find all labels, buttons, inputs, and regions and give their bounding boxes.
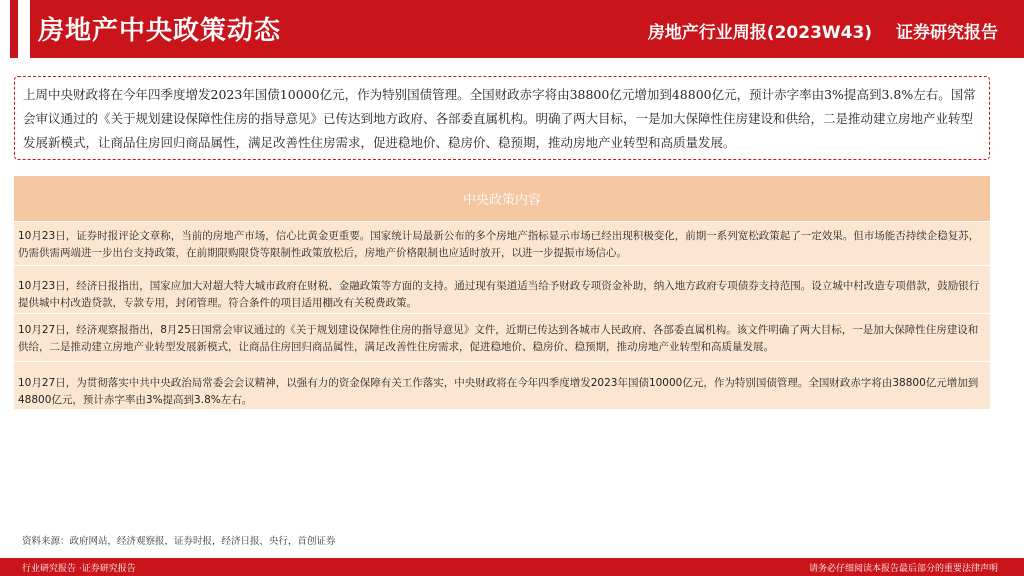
table-header: 中央政策内容	[14, 176, 990, 222]
table-row: 10月23日，证券时报评论文章称，当前的房地产市场，信心比黄金更重要。国家统计局最新公布的多个房地产指标显示市场已经出现积极变化，前期一系列宽松政策起了一定效果。但市场能否持续企稳复苏，仍需供需两端进一步出台支持政策，在前期限购限贷等限制性政策放松后，房地产价格限制也应适时放开，以进一步提振市场信心。	[14, 222, 990, 266]
header-logo-block	[0, 0, 30, 58]
footer-left-text: 行业研究报告 ·证券研究报告	[22, 564, 136, 574]
policy-table	[14, 176, 990, 410]
page-footer	[0, 558, 1024, 576]
header-stripe	[10, 0, 18, 58]
summary-text: 上周中央财政将在今年四季度增发2023年国债10000亿元，作为特别国债管理。全国财政赤字将由38800亿元增加到48800亿元，预计赤字率由3%提高到3.8%左右。国常会审议通过的《关于规划建设保障性住房的指导意见》已传达到地方政府、各部委直属机构。明确了两大目标，一是加大保障性住房建设和供给，二是推动建立房地产业转型发展新模式，让商品住房回归商品属性，满足改善性住房需求，促进稳地价、稳房价、稳预期，推动房地产业转型和高质量发展。	[23, 87, 976, 150]
page-title: 房地产中央政策动态	[38, 16, 282, 46]
table-row: 10月27日，经济观察报指出，8月25日国常会审议通过的《关于规划建设保障性住房的指导意见》文件，近期已传达到各城市人民政府、各部委直属机构。该文件明确了两大目标，一是加大保障性住房建设和供给，二是推动建立房地产业转型发展新模式，让商品住房回归商品属性，满足改善性住房需求，促进稳地价、稳房价、稳预期，推动房地产业转型和高质量发展。	[14, 314, 990, 362]
report-type: 证券研究报告	[896, 23, 998, 43]
table-row: 10月27日，为贯彻落实中共中央政治局常委会会议精神，以强有力的资金保障有关工作落实，中央财政将在今年四季度增发2023年国债10000亿元，作为特别国债管理。全国财政赤字将由38800亿元增加到48800亿元，预计赤字率由3%提高到3.8%左右。	[14, 362, 990, 410]
footer-disclaimer: 请务必仔细阅读本报告最后部分的重要法律声明	[808, 564, 998, 574]
summary-box	[14, 76, 990, 160]
table-row: 10月23日，经济日报指出，国家应加大对超大特大城市政府在财税、金融政策等方面的支持。通过现有渠道适当给予财政专项资金补助，纳入地方政府专项债券支持范围。设立城中村改造专项借款，鼓励银行提供城中村改造贷款，专款专用，封闭管理。符合条件的项目适用棚改有关税费政策。	[14, 266, 990, 314]
report-info	[630, 18, 998, 43]
report-name: 房地产行业周报(2023W43)	[647, 23, 873, 43]
page-header	[0, 0, 1024, 58]
source-note: 资料来源：政府网站，经济观察报，证券时报，经济日报，央行，首创证券	[22, 536, 336, 547]
